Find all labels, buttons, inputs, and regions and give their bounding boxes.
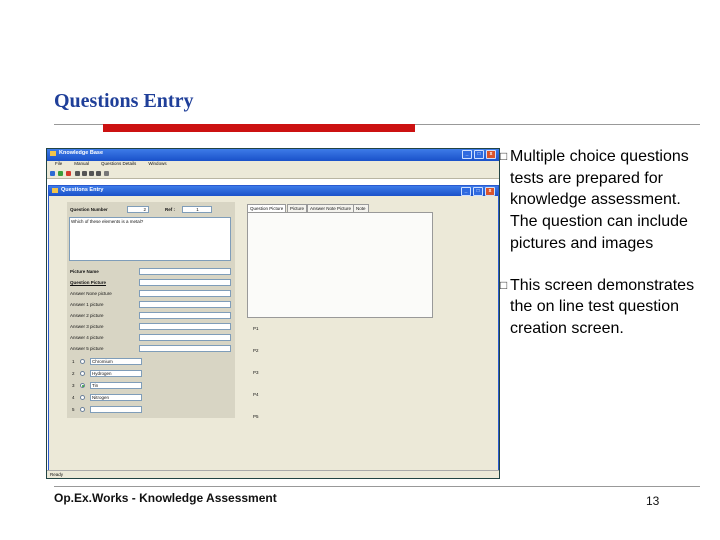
picture-label-p1: P1 bbox=[253, 326, 259, 331]
child-window-icon bbox=[52, 188, 58, 193]
answer-number: 1 bbox=[72, 359, 75, 364]
tab-picture[interactable]: Picture bbox=[287, 204, 307, 213]
status-bar bbox=[47, 470, 499, 478]
child-maximize-icon[interactable]: □ bbox=[473, 187, 483, 196]
answer-input[interactable]: Nitrogen bbox=[90, 394, 142, 401]
answer-input[interactable] bbox=[90, 406, 142, 413]
app-window bbox=[46, 148, 500, 479]
answer-2-picture-label: Answer 2 picture bbox=[70, 313, 104, 318]
window-controls bbox=[462, 150, 496, 159]
app-icon bbox=[50, 151, 56, 156]
title-accent-bar bbox=[103, 124, 415, 132]
picture-label-p4: P4 bbox=[253, 392, 259, 397]
open-icon[interactable] bbox=[58, 171, 63, 176]
answer-none-picture-label: Answer None picture bbox=[70, 291, 112, 296]
picture-preview-panel bbox=[247, 212, 433, 318]
minimize-icon[interactable]: _ bbox=[462, 150, 472, 159]
child-close-icon[interactable]: x bbox=[485, 187, 495, 196]
answer-3-picture-input[interactable] bbox=[139, 323, 231, 330]
answer-number: 4 bbox=[72, 395, 75, 400]
answer-none-picture-input[interactable] bbox=[139, 290, 231, 297]
answer-input[interactable]: Hydrogen bbox=[90, 370, 142, 377]
bullet-list bbox=[500, 146, 711, 360]
ref-label: Ref : bbox=[165, 207, 175, 212]
picture-name-input[interactable] bbox=[139, 268, 231, 275]
answer-input[interactable]: Chromium bbox=[90, 358, 142, 365]
picture-name-label: Picture Name bbox=[70, 269, 99, 274]
answer-2-picture-input[interactable] bbox=[139, 312, 231, 319]
question-picture-input[interactable] bbox=[139, 279, 231, 286]
delete-icon[interactable] bbox=[66, 171, 71, 176]
answer-1-picture-input[interactable] bbox=[139, 301, 231, 308]
answer-radio[interactable] bbox=[80, 371, 85, 376]
footer-text: Op.Ex.Works - Knowledge Assessment bbox=[54, 491, 277, 505]
answer-number: 5 bbox=[72, 407, 75, 412]
question-form bbox=[67, 202, 235, 418]
slide-title: Questions Entry bbox=[54, 90, 194, 112]
question-number-input[interactable]: 2 bbox=[127, 206, 149, 213]
answer-radio[interactable] bbox=[80, 395, 85, 400]
answer-number: 3 bbox=[72, 383, 75, 388]
page-number: 13 bbox=[646, 494, 660, 508]
ref-input[interactable]: 1 bbox=[182, 206, 212, 213]
bullet-marker-icon: □ bbox=[500, 149, 508, 163]
picture-label-p5: P5 bbox=[253, 414, 259, 419]
footer-rule bbox=[54, 486, 700, 487]
child-titlebar bbox=[49, 186, 498, 196]
status-text: Ready bbox=[50, 472, 64, 477]
child-window-controls bbox=[461, 187, 495, 196]
questions-entry-window bbox=[48, 185, 499, 471]
next-icon[interactable] bbox=[89, 171, 94, 176]
toolbar bbox=[47, 169, 499, 179]
question-text-area[interactable]: Which of these elements is a metal? bbox=[69, 217, 231, 261]
close-icon[interactable]: x bbox=[486, 150, 496, 159]
child-minimize-icon[interactable]: _ bbox=[461, 187, 471, 196]
app-title: Knowledge Base bbox=[59, 150, 104, 156]
new-icon[interactable] bbox=[50, 171, 55, 176]
question-picture-label: Question Picture bbox=[70, 280, 107, 285]
bullet-item: □ This screen demonstrates the on line test question creation screen. bbox=[500, 276, 695, 337]
prev-icon[interactable] bbox=[82, 171, 87, 176]
tab-answer-note-picture[interactable]: Answer Note Picture bbox=[307, 204, 354, 213]
bullet-item: □ Multiple choice questions tests are prepared for knowledge assessment. The question can include pictures and images bbox=[500, 148, 689, 252]
tab-question-picture[interactable]: Question Picture bbox=[247, 204, 286, 214]
menu-file[interactable]: File bbox=[55, 161, 63, 166]
answer-4-picture-input[interactable] bbox=[139, 334, 231, 341]
answer-5-picture-input[interactable] bbox=[139, 345, 231, 352]
picture-label-p3: P3 bbox=[253, 370, 259, 375]
first-icon[interactable] bbox=[75, 171, 80, 176]
answer-radio[interactable] bbox=[80, 407, 85, 412]
answer-radio-selected[interactable] bbox=[80, 383, 85, 388]
print-icon[interactable] bbox=[104, 171, 109, 176]
child-title: Questions Entry bbox=[61, 187, 104, 193]
answer-number: 2 bbox=[72, 371, 75, 376]
menu-manual[interactable]: Manual bbox=[74, 161, 90, 166]
answer-radio[interactable] bbox=[80, 359, 85, 364]
question-number-label: Question Number bbox=[70, 207, 108, 212]
menu-bar bbox=[47, 161, 499, 169]
last-icon[interactable] bbox=[96, 171, 101, 176]
answer-5-picture-label: Answer 5 picture bbox=[70, 346, 104, 351]
app-titlebar bbox=[47, 149, 499, 161]
menu-windows[interactable]: Windows bbox=[148, 161, 167, 166]
bullet-marker-icon: □ bbox=[500, 277, 508, 292]
answer-input[interactable]: Tin bbox=[90, 382, 142, 389]
maximize-icon[interactable]: □ bbox=[474, 150, 484, 159]
picture-label-p2: P2 bbox=[253, 348, 259, 353]
answer-4-picture-label: Answer 4 picture bbox=[70, 335, 104, 340]
menu-questions-details[interactable]: Questions Details bbox=[101, 161, 137, 166]
tab-note[interactable]: Note bbox=[353, 204, 369, 213]
answer-1-picture-label: Answer 1 picture bbox=[70, 302, 104, 307]
answer-3-picture-label: Answer 3 picture bbox=[70, 324, 104, 329]
